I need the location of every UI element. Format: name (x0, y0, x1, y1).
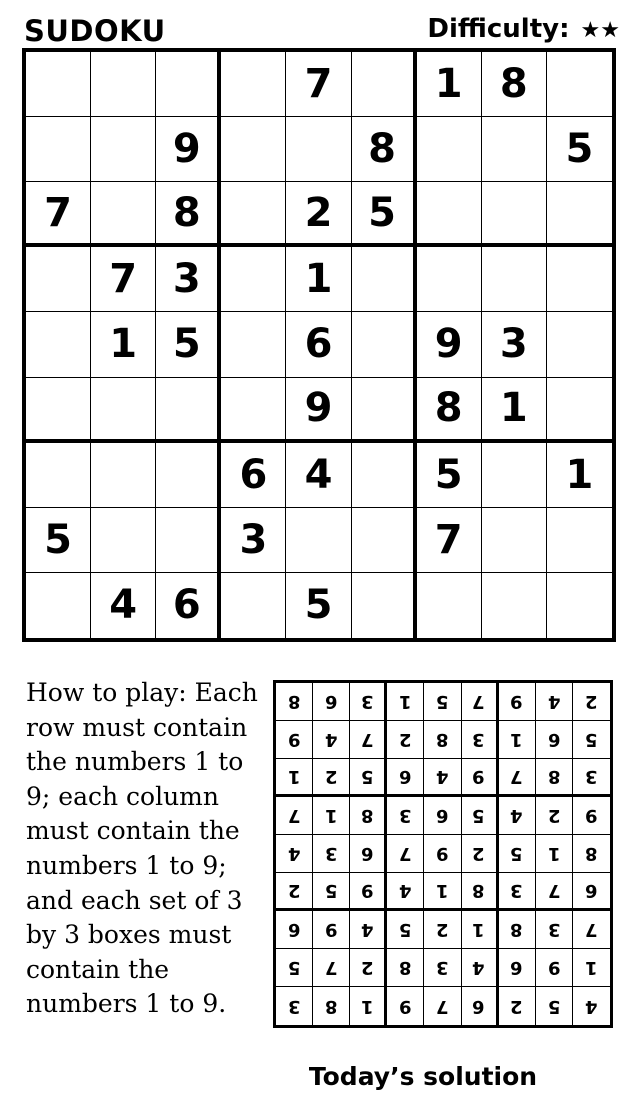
puzzle-cell-r4c6[interactable] (352, 247, 417, 312)
puzzle-cell-r8c7[interactable]: 7 (417, 508, 482, 573)
solution-digit: 8 (472, 880, 485, 901)
solution-digit: 2 (472, 843, 485, 864)
puzzle-cell-r5c9[interactable] (547, 312, 612, 377)
puzzle-cell-r6c6[interactable] (352, 378, 417, 443)
solution-digit: 2 (436, 919, 449, 940)
puzzle-cell-r5c8[interactable]: 3 (482, 312, 547, 377)
solution-digit: 7 (361, 729, 374, 750)
solution-cell-r4c7 (499, 797, 536, 835)
puzzle-cell-r1c3[interactable] (156, 52, 221, 117)
solution-cell-r2c1 (276, 721, 313, 759)
solution-cell-r6c2 (313, 873, 350, 911)
solution-digit: 9 (324, 919, 338, 940)
puzzle-cell-r5c6[interactable] (352, 312, 417, 377)
solution-digit: 8 (399, 957, 412, 978)
solution-cell-r2c9 (573, 721, 610, 759)
solution-cell-r8c8 (536, 949, 573, 987)
puzzle-cell-r9c9[interactable] (547, 573, 612, 638)
solution-cell-r1c1 (276, 683, 313, 721)
solution-digit: 6 (287, 919, 301, 940)
solution-cell-r9c4 (387, 987, 424, 1025)
puzzle-cell-r8c4[interactable]: 3 (221, 508, 286, 573)
solution-cell-r2c7 (499, 721, 536, 759)
puzzle-cell-r9c7[interactable] (417, 573, 482, 638)
solution-cell-r9c3 (350, 987, 387, 1025)
puzzle-cell-r5c3[interactable]: 5 (156, 312, 221, 377)
sudoku-solution-grid (273, 680, 613, 1028)
solution-digit: 4 (287, 843, 301, 864)
solution-digit: 7 (324, 957, 338, 978)
puzzle-cell-r6c2[interactable] (91, 378, 156, 443)
solution-cell-r6c8 (536, 873, 573, 911)
solution-digit: 7 (399, 843, 412, 864)
solution-cell-r5c7 (499, 835, 536, 873)
puzzle-cell-r2c3[interactable]: 9 (156, 117, 221, 182)
solution-digit: 7 (287, 805, 301, 826)
solution-cell-r8c4 (387, 949, 424, 987)
solution-digit: 3 (287, 995, 301, 1017)
solution-digit: 9 (287, 729, 301, 750)
solution-digit: 9 (547, 957, 561, 978)
solution-cell-r2c2 (313, 721, 350, 759)
puzzle-cell-r2c5[interactable] (286, 117, 351, 182)
solution-digit: 2 (510, 995, 523, 1017)
solution-digit: 7 (472, 691, 485, 712)
solution-digit: 8 (510, 919, 523, 940)
puzzle-cell-r6c5[interactable]: 9 (286, 378, 351, 443)
solution-cell-r9c1 (276, 987, 313, 1025)
solution-cell-r3c4 (387, 759, 424, 797)
solution-digit: 7 (436, 995, 449, 1017)
solution-cell-r5c4 (387, 835, 424, 873)
solution-cell-r4c1 (276, 797, 313, 835)
solution-cell-r7c2 (313, 911, 350, 949)
solution-cell-r4c8 (536, 797, 573, 835)
solution-digit: 1 (324, 805, 338, 826)
solution-cell-r9c8 (536, 987, 573, 1025)
puzzle-cell-r6c4[interactable] (221, 378, 286, 443)
solution-digit: 6 (399, 766, 412, 787)
puzzle-cell-r6c1[interactable] (26, 378, 91, 443)
solution-cell-r1c8 (536, 683, 573, 721)
puzzle-cell-r4c9[interactable] (547, 247, 612, 312)
puzzle-cell-r7c6[interactable] (352, 443, 417, 508)
solution-cell-r7c4 (387, 911, 424, 949)
solution-cell-r3c8 (536, 759, 573, 797)
puzzle-cell-r7c1[interactable] (26, 443, 91, 508)
puzzle-cell-r2c2[interactable] (91, 117, 156, 182)
solution-cell-r5c1 (276, 835, 313, 873)
solution-cell-r4c2 (313, 797, 350, 835)
solution-cell-r7c1 (276, 911, 313, 949)
solution-digit: 1 (436, 880, 449, 901)
solution-digit: 3 (547, 919, 561, 940)
puzzle-cell-r8c1[interactable]: 5 (26, 508, 91, 573)
puzzle-cell-r9c5[interactable]: 5 (286, 573, 351, 638)
solution-digit: 3 (436, 957, 449, 978)
solution-digit: 8 (324, 995, 338, 1017)
solution-cell-r6c9 (573, 873, 610, 911)
solution-cell-r1c6 (462, 683, 499, 721)
solution-cell-r3c1 (276, 759, 313, 797)
puzzle-cell-r6c3[interactable] (156, 378, 221, 443)
solution-digit: 6 (547, 729, 561, 750)
solution-cell-r9c5 (424, 987, 461, 1025)
solution-cell-r8c6 (462, 949, 499, 987)
solution-cell-r1c9 (573, 683, 610, 721)
solution-cell-r5c8 (536, 835, 573, 873)
solution-cell-r9c7 (499, 987, 536, 1025)
puzzle-cell-r4c4[interactable] (221, 247, 286, 312)
solution-cell-r8c3 (350, 949, 387, 987)
solution-cell-r1c2 (313, 683, 350, 721)
puzzle-cell-r3c3[interactable]: 8 (156, 182, 221, 247)
puzzle-cell-r4c1[interactable] (26, 247, 91, 312)
puzzle-cell-r9c6[interactable] (352, 573, 417, 638)
puzzle-cell-r8c6[interactable] (352, 508, 417, 573)
puzzle-cell-r7c4[interactable]: 6 (221, 443, 286, 508)
solution-digit: 6 (324, 691, 338, 712)
solution-digit: 9 (472, 766, 485, 787)
solution-cell-r5c6 (462, 835, 499, 873)
puzzle-cell-r4c8[interactable] (482, 247, 547, 312)
solution-cell-r9c2 (313, 987, 350, 1025)
solution-digit: 8 (585, 843, 598, 864)
solution-cell-r8c1 (276, 949, 313, 987)
puzzle-cell-r2c6[interactable]: 8 (352, 117, 417, 182)
puzzle-cell-r6c9[interactable] (547, 378, 612, 443)
puzzle-cell-r3c5[interactable]: 2 (286, 182, 351, 247)
solution-digit: 1 (472, 919, 485, 940)
solution-digit: 5 (472, 805, 485, 826)
puzzle-cell-r3c4[interactable] (221, 182, 286, 247)
solution-cell-r6c4 (387, 873, 424, 911)
solution-digit: 4 (436, 766, 449, 787)
puzzle-cell-r7c7[interactable]: 5 (417, 443, 482, 508)
solution-digit: 2 (547, 805, 561, 826)
puzzle-cell-r8c3[interactable] (156, 508, 221, 573)
solution-cell-r8c5 (424, 949, 461, 987)
solution-cell-r7c5 (424, 911, 461, 949)
solution-cell-r2c6 (462, 721, 499, 759)
solution-caption: Today’s solution (308, 1062, 538, 1091)
puzzle-cell-r6c7[interactable]: 8 (417, 378, 482, 443)
solution-digit: 7 (585, 919, 598, 940)
solution-digit: 3 (361, 691, 374, 712)
puzzle-cell-r7c3[interactable] (156, 443, 221, 508)
solution-cell-r7c7 (499, 911, 536, 949)
solution-digit: 5 (547, 995, 561, 1017)
solution-digit: 3 (472, 729, 485, 750)
puzzle-cell-r1c1[interactable] (26, 52, 91, 117)
solution-digit: 6 (472, 995, 485, 1017)
solution-digit: 2 (287, 880, 301, 901)
solution-digit: 1 (361, 995, 374, 1017)
solution-cell-r9c6 (462, 987, 499, 1025)
difficulty-stars: ★★ (580, 18, 620, 43)
solution-digit: 9 (510, 691, 523, 712)
solution-cell-r3c3 (350, 759, 387, 797)
difficulty-rating: Difficulty: ★★ (427, 14, 620, 44)
puzzle-cell-r5c1[interactable] (26, 312, 91, 377)
difficulty-label: Difficulty (427, 14, 560, 44)
solution-cell-r6c3 (350, 873, 387, 911)
solution-cell-r7c9 (573, 911, 610, 949)
solution-cell-r2c8 (536, 721, 573, 759)
puzzle-cell-r7c2[interactable] (91, 443, 156, 508)
puzzle-cell-r1c2[interactable] (91, 52, 156, 117)
solution-cell-r2c4 (387, 721, 424, 759)
solution-digit: 9 (399, 995, 412, 1017)
puzzle-cell-r1c4[interactable] (221, 52, 286, 117)
solution-cell-r8c2 (313, 949, 350, 987)
solution-digit: 6 (585, 880, 598, 901)
page-title: SUDOKU (24, 14, 166, 48)
solution-cell-r2c3 (350, 721, 387, 759)
solution-cell-r3c7 (499, 759, 536, 797)
puzzle-cell-r2c8[interactable] (482, 117, 547, 182)
solution-digit: 5 (324, 880, 338, 901)
solution-digit: 5 (287, 957, 301, 978)
solution-digit: 6 (361, 843, 374, 864)
solution-digit: 9 (436, 843, 449, 864)
solution-cell-r3c5 (424, 759, 461, 797)
solution-digit: 8 (361, 805, 374, 826)
puzzle-cell-r5c7[interactable]: 9 (417, 312, 482, 377)
solution-digit: 5 (361, 766, 374, 787)
solution-cell-r4c9 (573, 797, 610, 835)
solution-cell-r4c4 (387, 797, 424, 835)
solution-digit: 8 (436, 729, 449, 750)
solution-digit: 6 (436, 805, 449, 826)
solution-cell-r3c2 (313, 759, 350, 797)
solution-digit: 3 (324, 843, 338, 864)
solution-digit: 7 (510, 766, 523, 787)
solution-digit: 5 (585, 729, 598, 750)
solution-digit: 1 (399, 691, 412, 712)
solution-cell-r4c3 (350, 797, 387, 835)
puzzle-cell-r4c3[interactable]: 3 (156, 247, 221, 312)
solution-cell-r5c3 (350, 835, 387, 873)
solution-digit: 1 (585, 957, 598, 978)
solution-cell-r6c5 (424, 873, 461, 911)
puzzle-cell-r2c4[interactable] (221, 117, 286, 182)
solution-digit: 5 (510, 843, 523, 864)
solution-digit: 3 (510, 880, 523, 901)
puzzle-cell-r9c4[interactable] (221, 573, 286, 638)
puzzle-cell-r2c1[interactable] (26, 117, 91, 182)
solution-digit: 3 (399, 805, 412, 826)
puzzle-cell-r4c5[interactable]: 1 (286, 247, 351, 312)
puzzle-cell-r3c2[interactable] (91, 182, 156, 247)
puzzle-cell-r8c9[interactable] (547, 508, 612, 573)
solution-cell-r1c3 (350, 683, 387, 721)
solution-cell-r3c6 (462, 759, 499, 797)
puzzle-cell-r5c2[interactable]: 1 (91, 312, 156, 377)
puzzle-cell-r1c5[interactable]: 7 (286, 52, 351, 117)
puzzle-cell-r5c4[interactable] (221, 312, 286, 377)
puzzle-cell-r9c1[interactable] (26, 573, 91, 638)
puzzle-cell-r4c7[interactable] (417, 247, 482, 312)
puzzle-cell-r5c5[interactable]: 6 (286, 312, 351, 377)
puzzle-cell-r9c3[interactable]: 6 (156, 573, 221, 638)
solution-digit: 5 (399, 919, 412, 940)
solution-digit: 1 (547, 843, 561, 864)
solution-cell-r7c3 (350, 911, 387, 949)
puzzle-cell-r7c9[interactable]: 1 (547, 443, 612, 508)
solution-cell-r8c9 (573, 949, 610, 987)
solution-digit: 1 (287, 766, 301, 787)
puzzle-cell-r1c6[interactable] (352, 52, 417, 117)
puzzle-cell-r1c8[interactable]: 8 (482, 52, 547, 117)
puzzle-cell-r9c2[interactable]: 4 (91, 573, 156, 638)
puzzle-cell-r3c7[interactable] (417, 182, 482, 247)
solution-cell-r6c7 (499, 873, 536, 911)
solution-cell-r8c7 (499, 949, 536, 987)
sudoku-puzzle-grid (22, 48, 616, 642)
puzzle-cell-r3c9[interactable] (547, 182, 612, 247)
solution-cell-r1c5 (424, 683, 461, 721)
solution-cell-r6c1 (276, 873, 313, 911)
puzzle-cell-r1c9[interactable] (547, 52, 612, 117)
solution-cell-r5c2 (313, 835, 350, 873)
solution-cell-r5c9 (573, 835, 610, 873)
puzzle-cell-r7c8[interactable] (482, 443, 547, 508)
solution-digit: 3 (585, 766, 598, 787)
puzzle-cell-r3c6[interactable]: 5 (352, 182, 417, 247)
how-to-play-instructions: How to play: Each row must contain the numbers 1 to 9; each column must contain the numbers 1 to 9; and each set of 3 by 3 boxes must contain the numbers 1 to 9. (26, 678, 258, 1019)
solution-digit: 1 (510, 729, 523, 750)
solution-digit: 2 (361, 957, 374, 978)
solution-digit: 8 (547, 766, 561, 787)
puzzle-cell-r8c8[interactable] (482, 508, 547, 573)
solution-digit: 7 (547, 880, 561, 901)
puzzle-cell-r2c9[interactable]: 5 (547, 117, 612, 182)
solution-digit: 9 (361, 880, 374, 901)
solution-cell-r4c5 (424, 797, 461, 835)
puzzle-cell-r6c8[interactable]: 1 (482, 378, 547, 443)
solution-digit: 4 (399, 880, 412, 901)
solution-cell-r6c6 (462, 873, 499, 911)
solution-cell-r7c8 (536, 911, 573, 949)
puzzle-cell-r9c8[interactable] (482, 573, 547, 638)
solution-digit: 6 (510, 957, 523, 978)
puzzle-cell-r7c5[interactable]: 4 (286, 443, 351, 508)
solution-cell-r2c5 (424, 721, 461, 759)
solution-cell-r9c9 (573, 987, 610, 1025)
solution-digit: 4 (547, 691, 561, 712)
solution-digit: 2 (585, 691, 598, 712)
solution-digit: 9 (585, 805, 598, 826)
solution-cell-r3c9 (573, 759, 610, 797)
solution-digit: 4 (324, 729, 338, 750)
solution-digit: 8 (287, 691, 301, 712)
puzzle-cell-r4c2[interactable]: 7 (91, 247, 156, 312)
solution-cell-r4c6 (462, 797, 499, 835)
solution-digit: 2 (399, 729, 412, 750)
solution-digit: 4 (361, 919, 374, 940)
puzzle-cell-r3c8[interactable] (482, 182, 547, 247)
solution-digit: 4 (510, 805, 523, 826)
solution-digit: 2 (324, 766, 338, 787)
solution-digit: 5 (436, 691, 449, 712)
puzzle-cell-r8c2[interactable] (91, 508, 156, 573)
puzzle-cell-r2c7[interactable] (417, 117, 482, 182)
solution-cell-r5c5 (424, 835, 461, 873)
solution-digit: 4 (585, 995, 598, 1017)
solution-cell-r1c7 (499, 683, 536, 721)
puzzle-cell-r1c7[interactable]: 1 (417, 52, 482, 117)
solution-cell-r1c4 (387, 683, 424, 721)
puzzle-cell-r3c1[interactable]: 7 (26, 182, 91, 247)
puzzle-cell-r8c5[interactable] (286, 508, 351, 573)
solution-digit: 4 (472, 957, 485, 978)
solution-cell-r7c6 (462, 911, 499, 949)
